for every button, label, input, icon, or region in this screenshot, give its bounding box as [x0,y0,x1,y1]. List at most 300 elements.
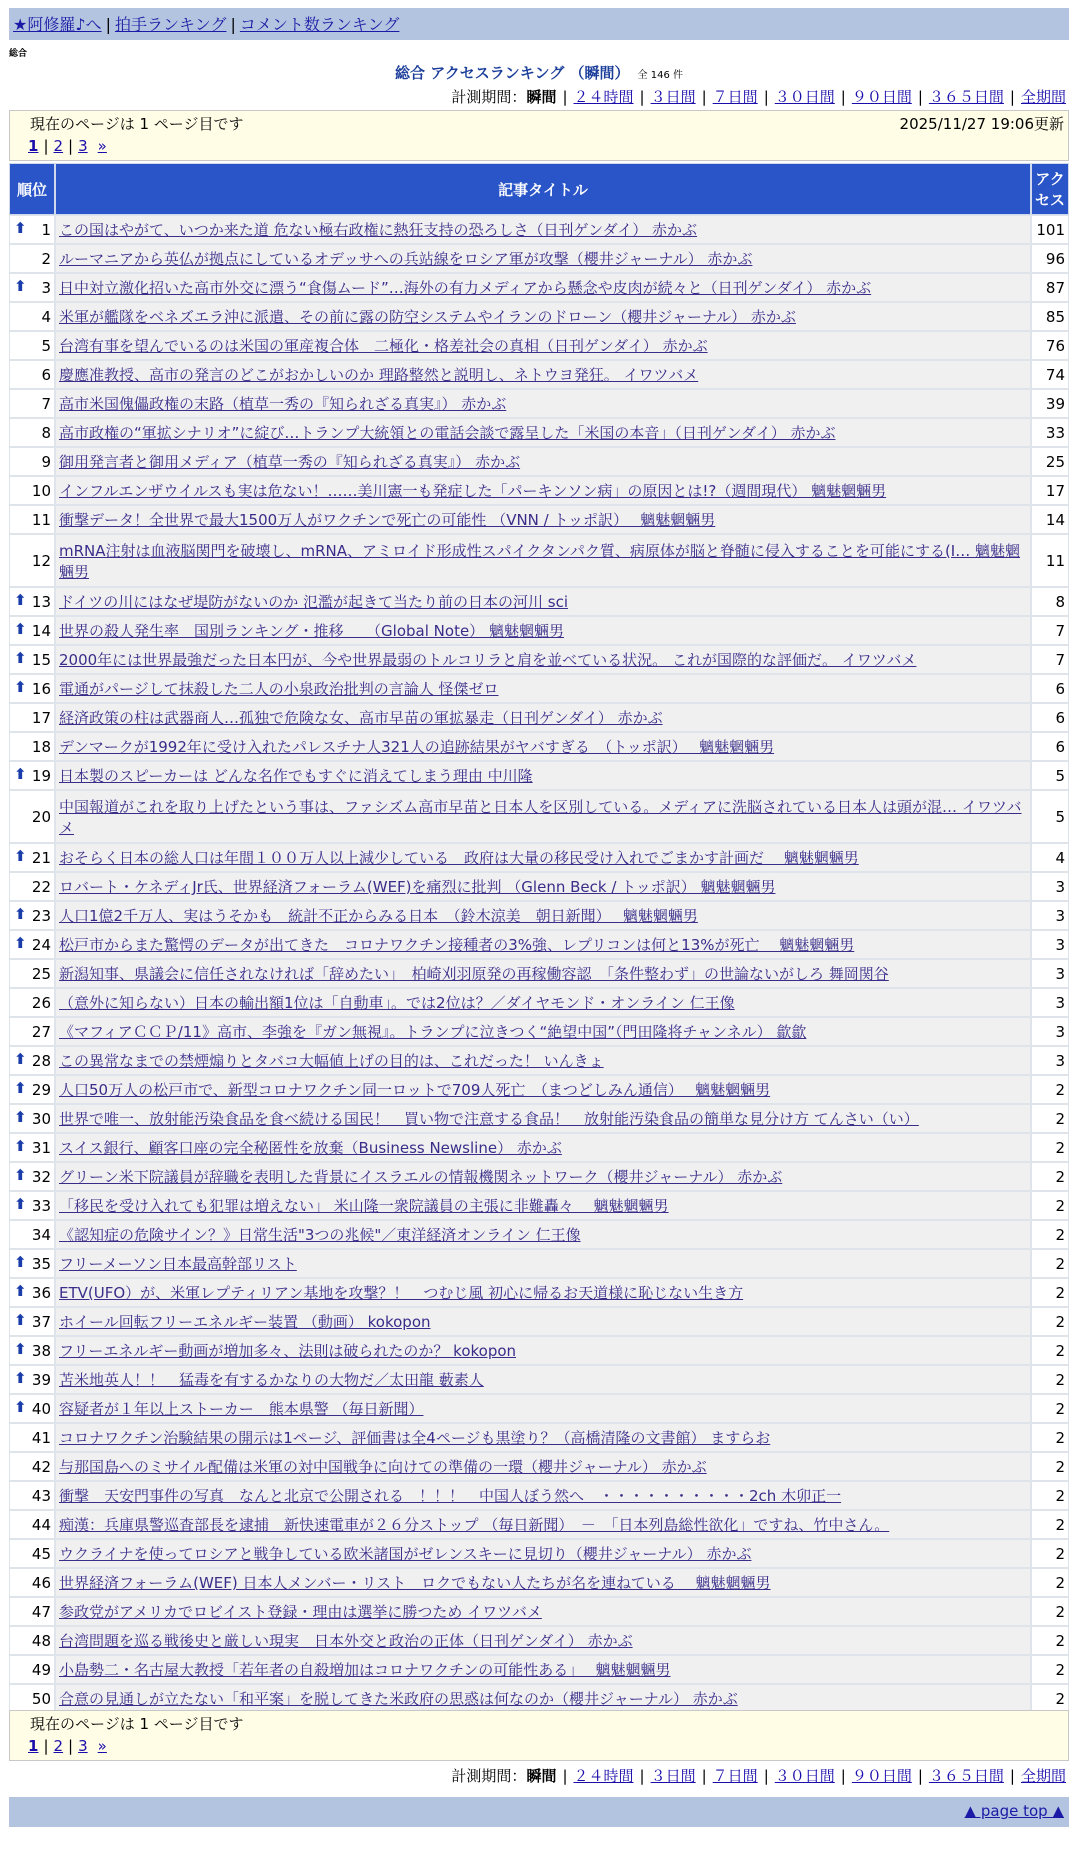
page-link[interactable]: 2 [53,137,64,155]
rank-cell [9,1307,55,1336]
updated-timestamp: 2025/11/27 19:06更新 [899,115,1064,133]
table-row [9,331,1069,360]
article-link[interactable]: スイス銀行、顧客口座の完全秘匿性を放棄（Business Newsline） 赤かぶ [59,1139,562,1157]
page-top-link[interactable]: ▲ page top ▲ [964,1802,1064,1820]
table-row [9,360,1069,389]
rank-cell [9,1539,55,1568]
rank-number: 46 [31,1573,51,1592]
access-count: 3 [1031,1017,1069,1046]
table-row [9,244,1069,273]
table-row [9,505,1069,534]
comment-ranking-link[interactable]: コメント数ランキング [239,15,400,34]
table-row [9,1423,1069,1452]
rank-cell [9,645,55,674]
article-link[interactable]: 小島勢二・名古屋大教授「若年者の自殺増加はコロナワクチンの可能性ある」 魑魅魍魎男 [59,1661,671,1679]
title-cell [55,1278,1031,1307]
period-separator: | [1009,1767,1015,1785]
rank-cell [9,587,55,616]
access-count: 3 [1031,901,1069,930]
table-row [9,1481,1069,1510]
category-label: 総合 [9,49,28,59]
page-link[interactable]: » [97,137,107,155]
article-link[interactable]: 御用発言者と御用メディア（植草一秀の『知られざる真実』） 赤かぶ [59,453,521,471]
article-link[interactable]: 苫米地英人！！ 猛毒を有するかなりの大物だ／太田龍 藪素人 [59,1371,484,1389]
rank-cell [9,843,55,872]
title-cell [55,1655,1031,1684]
page-separator: | [68,1737,74,1755]
article-link[interactable]: 合意の見通しが立たない「和平案」を脱してきた米政府の思惑は何なのか（櫻井ジャーナル） 赤かぶ [59,1690,738,1708]
page-link[interactable]: 3 [78,1737,88,1755]
rank-cell [9,1452,55,1481]
rank-number: 35 [31,1254,51,1273]
article-link[interactable]: 高市米国傀儡政権の末路（植草一秀の『知られざる真実』） 赤かぶ [59,395,507,413]
pagination-bottom [28,1737,107,1755]
table-row [9,1133,1069,1162]
ranking-title: 総合 アクセスランキング （瞬間） [395,64,630,82]
period-separator: | [840,1767,846,1785]
rank-cell [9,1133,55,1162]
title-cell [55,1133,1031,1162]
table-row [9,1365,1069,1394]
access-count: 2 [1031,1133,1069,1162]
access-count: 2 [1031,1597,1069,1626]
title-cell [55,1075,1031,1104]
rank-cell [9,360,55,389]
article-link[interactable]: 世界の殺人発生率 国別ランキング・推移 （Global Note） 魑魅魍魎男 [59,622,564,640]
nav-separator: | [230,15,236,34]
rank-number: 32 [31,1167,51,1186]
rank-number: 11 [31,510,51,529]
article-link[interactable]: （意外に知らない）日本の輸出額1位は「自動車」。では2位は？／ダイヤモンド・オンライン 仁王像 [59,994,735,1012]
nav-separator: | [105,15,111,34]
access-count: 7 [1031,645,1069,674]
article-link[interactable]: 「移民を受け入れても犯罪は増えない」 米山隆一衆院議員の主張に非難轟々 魑魅魍魎男 [59,1197,669,1215]
table-row [9,930,1069,959]
access-count: 5 [1031,790,1069,843]
title-cell [55,1336,1031,1365]
rank-up-arrow-icon: ⬆ [14,1079,27,1097]
period-option-link[interactable]: ２４時間 [573,1767,634,1785]
page-link[interactable]: 3 [78,137,88,155]
rank-cell [9,1249,55,1278]
article-link[interactable]: 経済政策の柱は武器商人…孤独で危険な女、高市早苗の軍拡暴走（日刊ゲンダイ） 赤かぶ [59,709,663,727]
rank-up-arrow-icon: ⬆ [14,934,27,952]
access-count: 8 [1031,587,1069,616]
article-link[interactable]: 電通がパージして抹殺した二人の小泉政治批判の言論人 怪傑ゼロ [59,680,499,698]
access-count: 6 [1031,703,1069,732]
period-selector-bottom [451,1765,1066,1786]
article-link[interactable]: 《マフィアＣＣＰ/11》高市、李強を『ガン無視』。トランプに泣きつく“絶望中国”（門田隆将チャンネル） 歙歙 [59,1023,807,1041]
title-cell [55,1597,1031,1626]
article-link[interactable]: ウクライナを使ってロシアと戦争している欧米諸国がゼレンスキーに見切り（櫻井ジャーナル） 赤かぶ [59,1545,752,1563]
rank-number: 18 [31,737,51,756]
rank-cell [9,1162,55,1191]
title-cell [55,872,1031,901]
table-row [9,1046,1069,1075]
rank-cell [9,872,55,901]
title-cell [55,761,1031,790]
rank-cell [9,1104,55,1133]
table-row [9,901,1069,930]
article-link[interactable]: 人口1億2千万人、実はうそかも 統計不正からみる日本 （鈴木涼美 朝日新聞） 魑魅魍魎男 [59,907,698,925]
rank-cell [9,302,55,331]
clap-ranking-link[interactable]: 拍手ランキング [114,15,227,34]
table-row [9,1336,1069,1365]
rank-cell [9,1365,55,1394]
rank-cell [9,1191,55,1220]
pagination-top [28,137,107,155]
title-cell [55,273,1031,302]
period-option-link[interactable]: ７日間 [712,88,758,106]
article-link[interactable]: 衝撃 天安門事件の写真 なんと北京で公開される ！！！ 中国人ぼう然へ ・・・・・・・・・・2ch 木卯正一 [59,1487,842,1505]
access-count: 74 [1031,360,1069,389]
article-link[interactable]: コロナワクチン治験結果の開示は1ページ、評価書は全4ページも黒塗り？（高橋清隆の文書館） ますらお [59,1429,771,1447]
title-cell [55,1046,1031,1075]
access-count: 2 [1031,1684,1069,1713]
rank-cell [9,389,55,418]
article-link[interactable]: フリーメーソン日本最高幹部リスト [59,1255,297,1273]
rank-up-arrow-icon: ⬆ [14,620,27,638]
title-cell [55,1249,1031,1278]
period-separator: | [763,1767,769,1785]
title-cell [55,1423,1031,1452]
title-cell [55,1017,1031,1046]
bottom-bar [9,1797,1069,1827]
period-label: 計測期間： [451,1767,527,1785]
table-row [9,1220,1069,1249]
table-row [9,302,1069,331]
rank-cell [9,1423,55,1452]
access-count: 33 [1031,418,1069,447]
title-cell [55,1220,1031,1249]
rank-number: 26 [31,993,51,1012]
table-row [9,761,1069,790]
title-cell [55,732,1031,761]
rank-number: 30 [31,1109,51,1128]
period-option-link[interactable]: 全期間 [1020,1767,1066,1785]
article-link[interactable]: フリーエネルギー動画が増加多々、法則は破られたのか？ kokopon [59,1342,517,1360]
table-row [9,1249,1069,1278]
title-cell [55,505,1031,534]
rank-number: 37 [31,1312,51,1331]
rank-up-arrow-icon: ⬆ [14,591,27,609]
rank-cell [9,1278,55,1307]
table-row [9,1626,1069,1655]
rank-cell [9,1336,55,1365]
access-count: 2 [1031,1394,1069,1423]
article-link[interactable]: インフルエンザウイルスも実は危ない！……美川憲一も発症した「パーキンソン病」の原因とは!?（週間現代） 魑魅魍魎男 [59,482,887,500]
article-link[interactable]: 高市政権の“軍拡シナリオ”に綻び…トランプ大統領との電話会談で露呈した「米国の本音」（日刊ゲンダイ） 赤かぶ [59,424,836,442]
article-link[interactable]: 参政党がアメリカでロビイスト登録・理由は選挙に勝つため イワツバメ [59,1603,542,1621]
page-title [0,62,1078,83]
period-option-link[interactable]: ３日間 [650,88,696,106]
title-cell [55,302,1031,331]
period-option-link[interactable]: ３６５日間 [928,1767,1004,1785]
access-count: 2 [1031,1278,1069,1307]
rank-number: 10 [31,481,51,500]
home-link[interactable]: ★阿修羅♪へ [13,15,102,34]
article-link[interactable]: 新潟知事、県議会に信任されなければ「辞めたい」 柏崎刈羽原発の再稼働容認 「条件整わず」の世論ないがしろ 舞岡関谷 [59,965,889,983]
table-row [9,988,1069,1017]
title-cell [55,1568,1031,1597]
access-count: 25 [1031,447,1069,476]
access-count: 2 [1031,1249,1069,1278]
period-separator: | [562,88,568,106]
access-count: 2 [1031,1191,1069,1220]
table-row [9,1655,1069,1684]
period-option-link[interactable]: ２４時間 [573,88,634,106]
table-row [9,1017,1069,1046]
article-link[interactable]: ロバート・ケネディJr氏、世界経済フォーラム(WEF)を痛烈に批判 （Glenn Beck / トッポ訳） 魑魅魍魎男 [59,878,776,896]
table-row [9,418,1069,447]
period-separator: | [917,1767,923,1785]
period-option-link[interactable]: ３０日間 [774,88,835,106]
rank-number: 23 [31,906,51,925]
article-link[interactable]: おそらく日本の総人口は年間１００万人以上減少している 政府は大量の移民受け入れでごまかす計画だ 魑魅魍魎男 [59,849,859,867]
article-link[interactable]: 痴漢：兵庫県警巡査部長を逮捕 新快速電車が２６分ストップ （毎日新聞） － 「日本列島総性欲化」ですね、竹中さん。 [59,1516,890,1534]
article-link[interactable]: 《認知症の危険サイン？》日常生活"3つの兆候"／東洋経済オンライン 仁王像 [59,1226,581,1244]
rank-number: 34 [31,1225,51,1244]
access-count: 4 [1031,843,1069,872]
access-count: 3 [1031,959,1069,988]
period-current: 瞬間 [526,1767,557,1785]
rank-cell [9,1568,55,1597]
period-option-link[interactable]: ９０日間 [851,1767,912,1785]
rank-number: 14 [31,621,51,640]
rank-number: 17 [31,708,51,727]
article-link[interactable]: この国はやがて、いつか来た道 危ない極右政権に熱狂支持の恐ろしさ（日刊ゲンダイ） 赤かぶ [59,221,698,239]
table-row [9,732,1069,761]
rank-cell [9,959,55,988]
period-option-link[interactable]: ３日間 [650,1767,696,1785]
title-cell [55,360,1031,389]
rank-number: 44 [31,1515,51,1534]
title-cell [55,476,1031,505]
access-count: 96 [1031,244,1069,273]
title-cell [55,988,1031,1017]
rank-cell [9,674,55,703]
rank-number: 48 [31,1631,51,1650]
rank-up-arrow-icon: ⬆ [14,847,27,865]
access-count: 17 [1031,476,1069,505]
access-count: 39 [1031,389,1069,418]
rank-cell [9,1394,55,1423]
page-top [965,1802,1064,1820]
title-cell [55,1481,1031,1510]
rank-cell [9,790,55,843]
article-link[interactable]: 日中対立激化招いた高市外交に漂う“食傷ムード”…海外の有力メディアから懸念や皮肉が続々と（日刊ゲンダイ） 赤かぶ [59,279,872,297]
table-row [9,389,1069,418]
table-row [9,1307,1069,1336]
rank-number: 38 [31,1341,51,1360]
period-option-link[interactable]: ９０日間 [851,88,912,106]
article-link[interactable]: ETV(UFO）が、米軍レプティリアン基地を攻撃？！ つむじ風 初心に帰るお天道様に恥じない生き方 [59,1284,744,1302]
title-cell [55,534,1031,587]
table-header-row [9,163,1069,215]
rank-up-arrow-icon: ⬆ [14,1195,27,1213]
article-link[interactable]: この異常なまでの禁煙煽りとタバコ大幅値上げの目的は、これだった！ いんきょ [59,1052,604,1070]
access-count: 2 [1031,1336,1069,1365]
rank-cell [9,418,55,447]
rank-number: 49 [31,1660,51,1679]
table-row [9,476,1069,505]
article-link[interactable]: 日本製のスピーカーは どんな名作でもすぐに消えてしまう理由 中川隆 [59,767,533,785]
period-option-link[interactable]: 全期間 [1020,88,1066,106]
access-count: 2 [1031,1423,1069,1452]
article-link[interactable]: デンマークが1992年に受け入れたパレスチナ人321人の追跡結果がヤバすぎる （トッポ訳） 魑魅魍魎男 [59,738,775,756]
article-link[interactable]: 中国報道がこれを取り上げたという事は、ファシズム高市早苗と日本人を区別している。メディアに洗脳されている日本人は頭が混… イワツバメ [59,797,1022,837]
article-link[interactable]: ルーマニアから英仏が拠点にしているオデッサへの兵站線をロシア軍が攻撃（櫻井ジャーナル） 赤かぶ [59,250,753,268]
access-count: 2 [1031,1162,1069,1191]
access-count: 2 [1031,1481,1069,1510]
article-link[interactable]: 衝撃データ！全世界で最大1500万人がワクチンで死亡の可能性 （VNN / トッポ訳） 魑魅魍魎男 [59,511,716,529]
table-row [9,273,1069,302]
rank-number: 4 [41,307,51,326]
rank-cell [9,331,55,360]
rank-cell [9,988,55,1017]
rank-number: 42 [31,1457,51,1476]
rank-number: 5 [41,336,51,355]
access-count: 3 [1031,872,1069,901]
access-count: 3 [1031,1046,1069,1075]
page-info-bottom [9,1710,1069,1761]
period-separator: | [840,88,846,106]
rank-number: 25 [31,964,51,983]
rank-number: 7 [41,394,51,413]
access-count: 2 [1031,1220,1069,1249]
access-count: 2 [1031,1626,1069,1655]
title-cell [55,901,1031,930]
title-cell [55,587,1031,616]
ranking-table [9,163,1069,1713]
article-link[interactable]: ドイツの川にはなぜ堤防がないのか 氾濫が起きて当たり前の日本の河川 sci [59,593,569,611]
title-cell [55,244,1031,273]
title-cell [55,1510,1031,1539]
table-row [9,534,1069,587]
table-row [9,1539,1069,1568]
article-link[interactable]: 与那国島へのミサイル配備は米軍の対中国戦争に向けての準備の一環（櫻井ジャーナル） 赤かぶ [59,1458,707,1476]
title-cell [55,616,1031,645]
rank-up-arrow-icon: ⬆ [14,219,27,237]
page-link[interactable]: 2 [53,1737,64,1755]
rank-number: 3 [41,278,51,297]
rank-up-arrow-icon: ⬆ [14,1340,27,1358]
rank-cell [9,273,55,302]
rank-number: 47 [31,1602,51,1621]
title-cell [55,1684,1031,1713]
period-separator: | [639,1767,645,1785]
article-link[interactable]: mRNA注射は血液脳関門を破壊し、mRNA、アミロイド形成性スパイクタンパク質、病原体が脳と脊髄に侵入することを可能にする(I… 魑魅魍魎男 [59,541,1020,581]
table-row [9,447,1069,476]
rank-number: 8 [41,423,51,442]
period-current: 瞬間 [526,88,557,106]
rank-number: 12 [31,551,51,570]
table-row [9,843,1069,872]
article-link[interactable]: 松戸市からまた驚愕のデータが出てきた コロナワクチン接種者の3%強、レプリコンは何と13%が死亡 魑魅魍魎男 [59,936,855,954]
article-link[interactable]: 2000年には世界最強だった日本円が、今や世界最弱のトルコリラと肩を並べている状況。 これが国際的な評価だ。 イワツバメ [59,651,917,669]
article-link[interactable]: ホイール回転フリーエネルギー装置 （動画） kokopon [59,1313,431,1331]
title-cell [55,1307,1031,1336]
rank-up-arrow-icon: ⬆ [14,277,27,295]
access-count: 3 [1031,988,1069,1017]
article-link[interactable]: 台湾有事を望んでいるのは米国の軍産複合体 二極化・格差社会の真相（日刊ゲンダイ） 赤かぶ [59,337,708,355]
article-link[interactable]: 米軍が艦隊をベネズエラ沖に派遣、その前に露の防空システムやイランのドローン（櫻井ジャーナル） 赤かぶ [59,308,796,326]
total-count: 全 146 件 [637,70,683,81]
table-row [9,1452,1069,1481]
article-link[interactable]: 台湾問題を巡る戦後史と厳しい現実 日本外交と政治の正体（日刊ゲンダイ） 赤かぶ [59,1632,633,1650]
page-link[interactable]: » [97,1737,107,1755]
article-link[interactable]: 世界で唯一、放射能汚染食品を食べ続ける国民！ 買い物で注意する食品！ 放射能汚染食品の簡単な見分け方 てんさい（い） [59,1110,919,1128]
period-option-link[interactable]: ３６５日間 [928,88,1004,106]
rank-cell [9,1626,55,1655]
access-count: 2 [1031,1075,1069,1104]
article-link[interactable]: 慶應准教授、高市の発言のどこがおかしいのか 理路整然と説明し、ネトウヨ発狂。 イワツバメ [59,366,699,384]
rank-number: 45 [31,1544,51,1563]
rank-up-arrow-icon: ⬆ [14,905,27,923]
article-link[interactable]: 人口50万人の松戸市で、新型コロナワクチン同一ロットで709人死亡 （まつどしみん通信） 魑魅魍魎男 [59,1081,771,1099]
rank-cell [9,616,55,645]
page-separator: | [68,137,74,155]
rank-cell [9,244,55,273]
rank-cell [9,1481,55,1510]
access-count: 87 [1031,273,1069,302]
rank-number: 43 [31,1486,51,1505]
table-row [9,1394,1069,1423]
period-option-link[interactable]: ７日間 [712,1767,758,1785]
rank-cell [9,1017,55,1046]
period-separator: | [701,88,707,106]
rank-up-arrow-icon: ⬆ [14,1398,27,1416]
page-link[interactable]: 1 [28,137,39,155]
current-page-text: 現在のページは 1 ページ目です [30,115,244,133]
rank-cell [9,505,55,534]
rank-cell [9,534,55,587]
page-info-top [9,110,1069,161]
rank-number: 21 [31,848,51,867]
table-row [9,1162,1069,1191]
rank-cell [9,901,55,930]
article-link[interactable]: グリーン米下院議員が辞職を表明した背景にイスラエルの情報機関ネットワーク（櫻井ジャーナル） 赤かぶ [59,1168,783,1186]
access-count: 76 [1031,331,1069,360]
rank-number: 41 [31,1428,51,1447]
period-option-link[interactable]: ３０日間 [774,1767,835,1785]
table-row [9,1191,1069,1220]
table-row [9,1104,1069,1133]
rank-number: 50 [31,1689,51,1708]
rank-number: 31 [31,1138,51,1157]
title-cell [55,1452,1031,1481]
top-nav-bar [9,8,1069,40]
rank-cell [9,1220,55,1249]
table-row [9,645,1069,674]
article-link[interactable]: 世界経済フォーラム(WEF) 日本人メンバー・リスト ロクでもない人たちが名を連ねている 魑魅魍魎男 [59,1574,771,1592]
rank-number: 39 [31,1370,51,1389]
rank-up-arrow-icon: ⬆ [14,1311,27,1329]
rank-cell [9,447,55,476]
rank-number: 33 [31,1196,51,1215]
access-count: 2 [1031,1510,1069,1539]
access-count: 2 [1031,1539,1069,1568]
article-link[interactable]: 容疑者が１年以上ストーカー 熊本県警 （毎日新聞） [59,1400,424,1418]
rank-cell [9,1075,55,1104]
page-link[interactable]: 1 [28,1737,39,1755]
rank-cell [9,215,55,244]
current-page-text: 現在のページは 1 ページ目です [30,1715,244,1733]
access-count: 2 [1031,1655,1069,1684]
table-row [9,1278,1069,1307]
rank-up-arrow-icon: ⬆ [14,1166,27,1184]
rank-cell [9,703,55,732]
